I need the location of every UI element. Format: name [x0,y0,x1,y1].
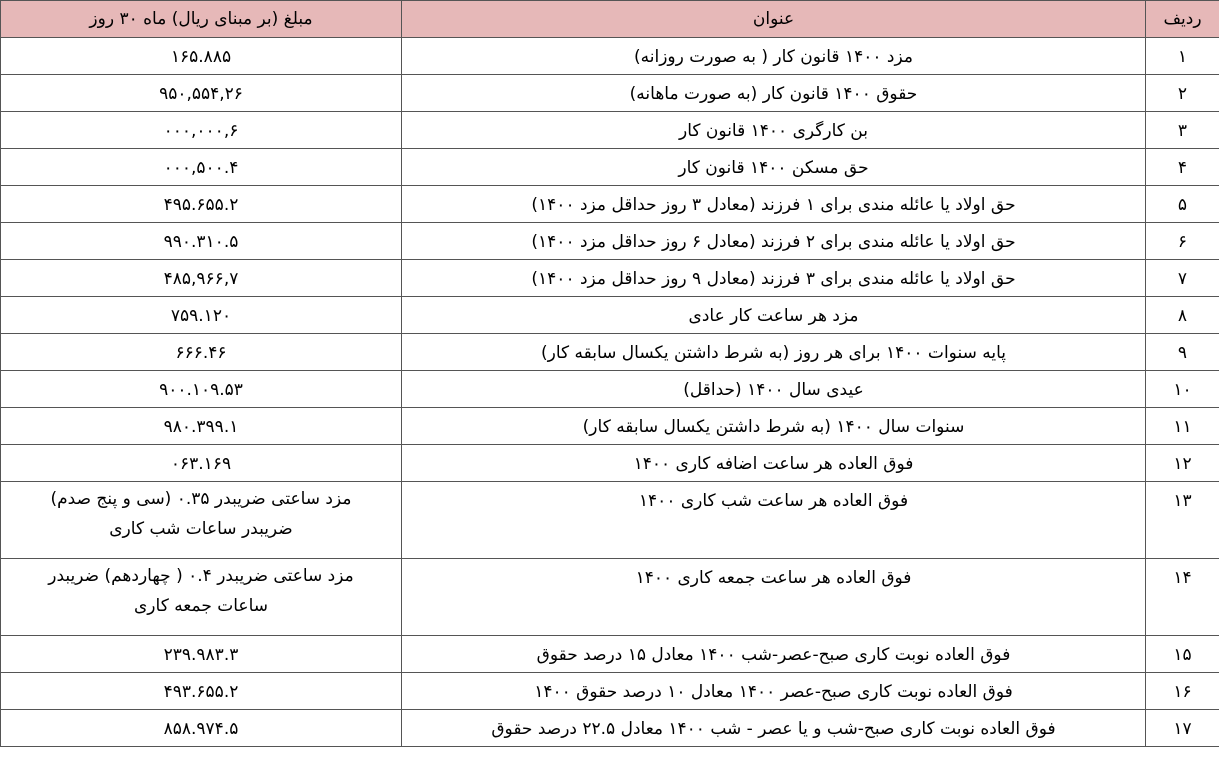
row-amount: ۹۰۰.۱۰۹.۵۳ [1,371,402,408]
row-amount: ۰۰۰,۰۰۰,۶ [1,112,402,149]
table-row [1,112,1219,149]
header-title: عنوان [402,1,1146,38]
table-row [1,371,1219,408]
row-title: مزد هر ساعت کار عادی [402,297,1146,334]
row-number: ۹ [1146,334,1219,371]
row-number: ۱۴ [1146,559,1219,636]
row-title: بن کارگری ۱۴۰۰ قانون کار [402,112,1146,149]
table-row [1,334,1219,371]
row-number: ۳ [1146,112,1219,149]
row-title: فوق العاده هر ساعت اضافه کاری ۱۴۰۰ [402,445,1146,482]
table-row [1,482,1219,559]
row-amount: ۱۶۵.۸۸۵ [1,38,402,75]
row-amount: ۴۹۵.۶۵۵.۲ [1,186,402,223]
row-title: سنوات سال ۱۴۰۰ (به شرط داشتن یکسال سابقه کار) [402,408,1146,445]
row-amount: ۶۶۶.۴۶ [1,334,402,371]
row-title: حق اولاد یا عائله مندی برای ۱ فرزند (معادل ۳ روز حداقل مزد ۱۴۰۰) [402,186,1146,223]
row-title: فوق العاده هر ساعت جمعه کاری ۱۴۰۰ [402,559,1146,636]
table-row [1,710,1219,747]
row-title: مزد ۱۴۰۰ قانون کار ( به صورت روزانه) [402,38,1146,75]
table-row [1,260,1219,297]
row-number: ۴ [1146,149,1219,186]
row-amount [1,559,402,636]
amount-line-1: مزد ساعتی ضریبدر ۰.۴ ( چهاردهم) ضریبدر [48,566,354,586]
row-amount: ۹۹۰.۳۱۰.۵ [1,223,402,260]
row-title: عیدی سال ۱۴۰۰ (حداقل) [402,371,1146,408]
table-row [1,223,1219,260]
table-row [1,636,1219,673]
row-amount: ۲۳۹.۹۸۳.۳ [1,636,402,673]
table-row [1,38,1219,75]
row-title: فوق العاده نوبت کاری صبح-عصر ۱۴۰۰ معادل ۱۰ درصد حقوق ۱۴۰۰ [402,673,1146,710]
row-amount: ۹۵۰,۵۵۴,۲۶ [1,75,402,112]
table-row [1,673,1219,710]
row-number: ۱ [1146,38,1219,75]
header-amount: مبلغ (بر مبنای ریال) ماه ۳۰ روز [1,1,402,38]
row-number: ۵ [1146,186,1219,223]
table-row [1,186,1219,223]
row-number: ۱۳ [1146,482,1219,559]
row-number: ۱۱ [1146,408,1219,445]
row-number: ۱۵ [1146,636,1219,673]
row-number: ۱۶ [1146,673,1219,710]
amount-line-2: ضریبدر ساعات شب کاری [109,519,293,539]
header-row-number: ردیف [1146,1,1219,38]
row-amount: ۹۸۰.۳۹۹.۱ [1,408,402,445]
table-row [1,297,1219,334]
row-title: پایه سنوات ۱۴۰۰ برای هر روز (به شرط داشتن یکسال سابقه کار) [402,334,1146,371]
row-title: فوق العاده نوبت کاری صبح-شب و یا عصر - شب ۱۴۰۰ معادل ۲۲.۵ درصد حقوق [402,710,1146,747]
row-amount [1,482,402,559]
table-row [1,408,1219,445]
row-number: ۶ [1146,223,1219,260]
row-number: ۱۰ [1146,371,1219,408]
table-row [1,445,1219,482]
table-row [1,559,1219,636]
row-amount: ۴۸۵,۹۶۶,۷ [1,260,402,297]
row-title: حق مسکن ۱۴۰۰ قانون کار [402,149,1146,186]
row-amount: ۴۹۳.۶۵۵.۲ [1,673,402,710]
row-amount: ۷۵۹.۱۲۰ [1,297,402,334]
amount-line-1: مزد ساعتی ضریبدر ۰.۳۵ (سی و پنج صدم) [50,489,352,509]
table-row [1,149,1219,186]
row-amount: ۸۵۸.۹۷۴.۵ [1,710,402,747]
row-title: حق اولاد یا عائله مندی برای ۲ فرزند (معادل ۶ روز حداقل مزد ۱۴۰۰) [402,223,1146,260]
row-number: ۲ [1146,75,1219,112]
row-number: ۱۲ [1146,445,1219,482]
table-row [1,75,1219,112]
amount-line-2: ساعات جمعه کاری [134,596,268,616]
row-number: ۷ [1146,260,1219,297]
row-amount: ۰۰۰,۵۰۰.۴ [1,149,402,186]
row-number: ۸ [1146,297,1219,334]
row-amount: ۰۶۳.۱۶۹ [1,445,402,482]
row-title: فوق العاده هر ساعت شب کاری ۱۴۰۰ [402,482,1146,559]
row-title: فوق العاده نوبت کاری صبح-عصر-شب ۱۴۰۰ معادل ۱۵ درصد حقوق [402,636,1146,673]
row-title: حق اولاد یا عائله مندی برای ۳ فرزند (معادل ۹ روز حداقل مزد ۱۴۰۰) [402,260,1146,297]
row-number: ۱۷ [1146,710,1219,747]
row-title: حقوق ۱۴۰۰ قانون کار (به صورت ماهانه) [402,75,1146,112]
header-row [1,1,1219,38]
